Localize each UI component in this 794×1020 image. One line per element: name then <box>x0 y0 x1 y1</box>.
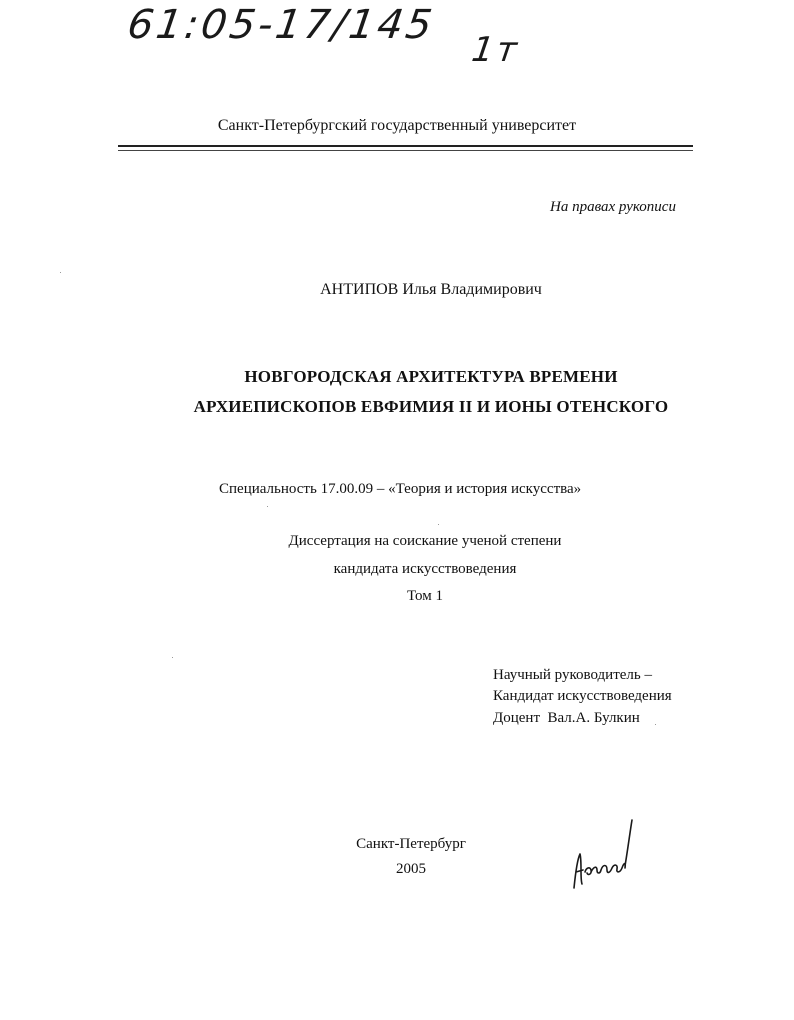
volume-label: Том 1 <box>407 588 443 604</box>
handwritten-signature-icon <box>570 818 640 892</box>
manuscript-rights-note: На правах рукописи <box>550 199 676 215</box>
header-rule-thick <box>118 145 693 147</box>
header-rule-thin <box>118 150 693 151</box>
degree-line-2: кандидата искусствоведения <box>333 561 517 577</box>
handwritten-archive-suffix: 1т <box>469 30 523 70</box>
scan-speck <box>60 272 61 273</box>
university-name: Санкт-Петербургский государственный университет <box>217 117 577 134</box>
city-name: Санкт-Петербург <box>356 836 466 852</box>
author-name: АНТИПОВ Илья Владимирович <box>320 281 542 298</box>
scan-speck <box>172 657 173 658</box>
scan-speck <box>267 506 268 507</box>
scan-speck <box>438 524 439 525</box>
advisor-line-2: Кандидат искусствоведения <box>493 688 672 704</box>
year: 2005 <box>396 861 426 877</box>
degree-line-1: Диссертация на соискание ученой степени <box>288 533 562 549</box>
handwritten-archive-code: 61:05-17/145 <box>124 2 438 48</box>
dissertation-title-line-1: НОВГОРОДСКАЯ АРХИТЕКТУРА ВРЕМЕНИ <box>244 367 618 386</box>
dissertation-title-line-2: АРХИЕПИСКОПОВ ЕВФИМИЯ II И ИОНЫ ОТЕНСКОГО <box>193 397 669 416</box>
specialty-line: Специальность 17.00.09 – «Теория и история искусства» <box>219 481 582 497</box>
scan-speck <box>655 724 656 725</box>
advisor-line-3: Доцент Вал.А. Булкин <box>493 710 640 726</box>
advisor-line-1: Научный руководитель – <box>493 667 652 683</box>
